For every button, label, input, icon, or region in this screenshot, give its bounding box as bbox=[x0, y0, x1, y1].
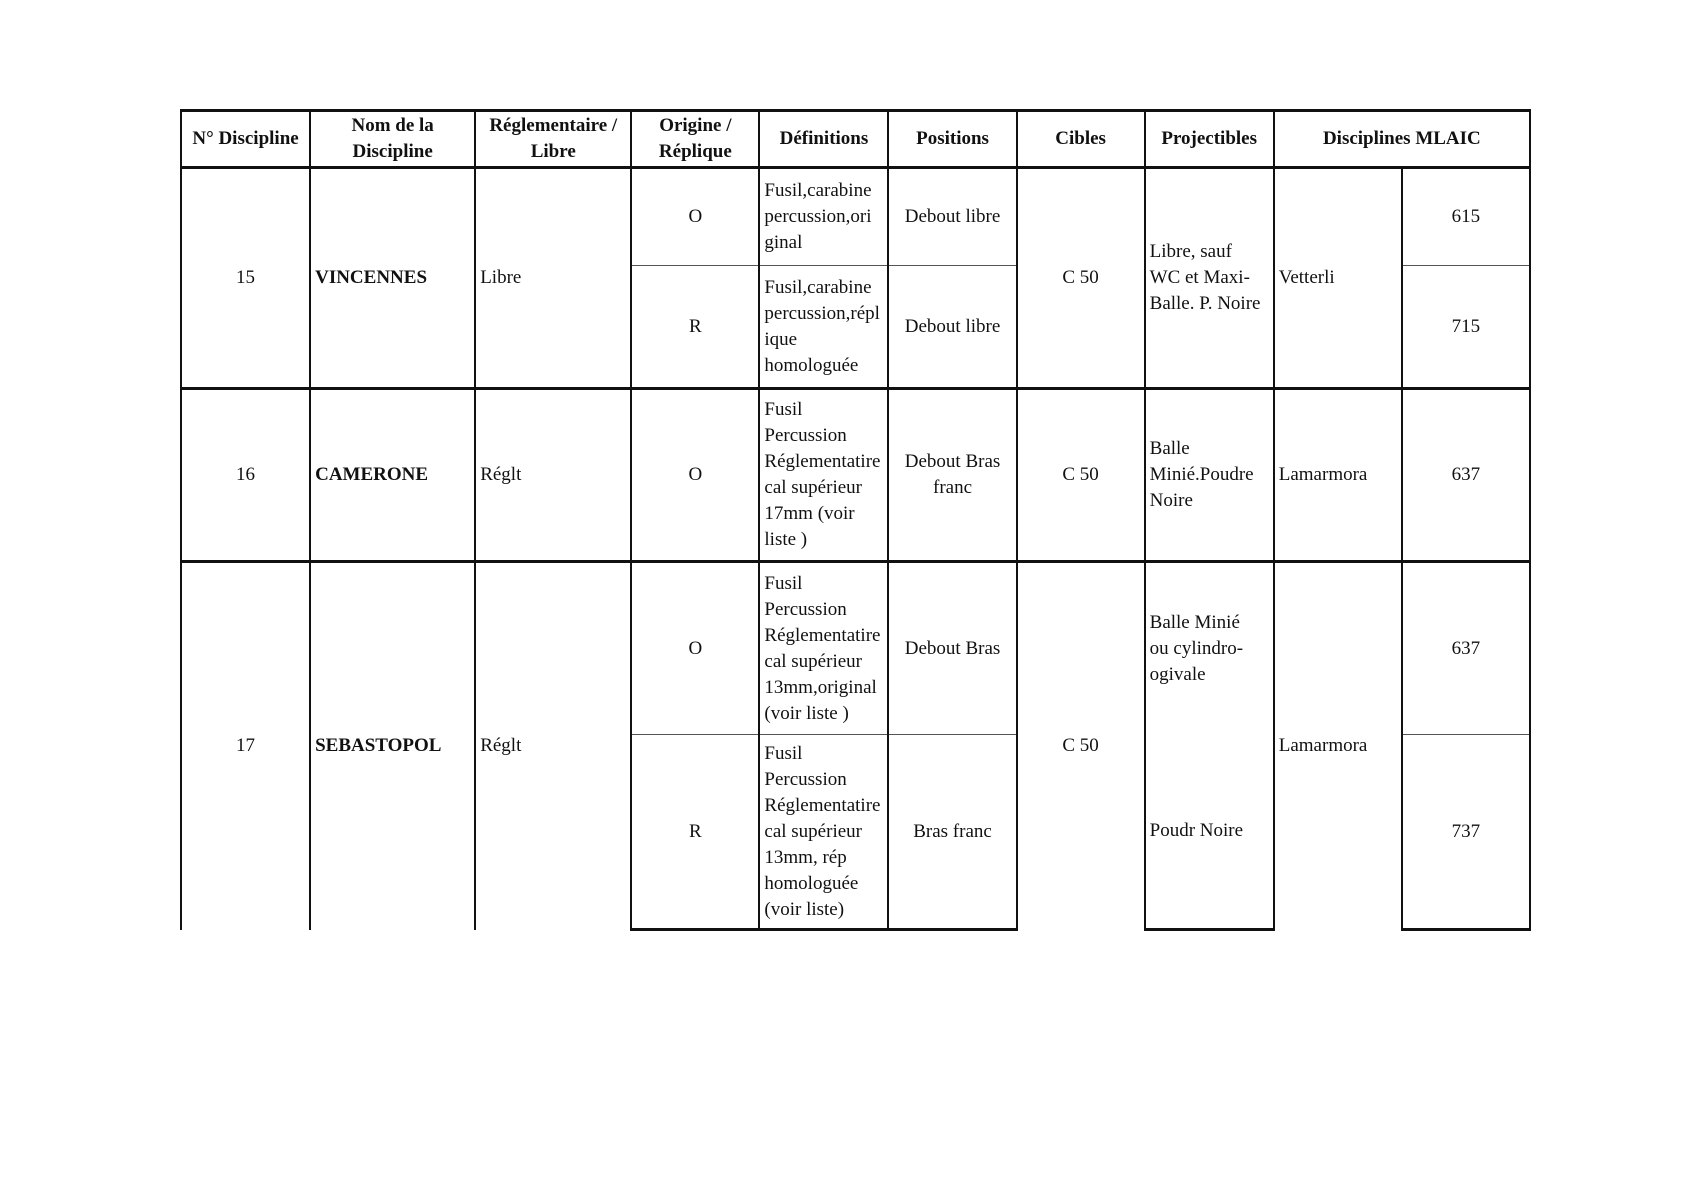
d17-r-pos: Bras franc bbox=[888, 735, 1016, 930]
header-origine: Origine / Réplique bbox=[631, 111, 759, 168]
header-positions: Positions bbox=[888, 111, 1016, 168]
d15-nom: VINCENNES bbox=[310, 168, 475, 389]
d16-num: 16 bbox=[181, 389, 310, 562]
d15-cibles: C 50 bbox=[1017, 168, 1145, 389]
d15-r-pos: Debout libre bbox=[888, 266, 1016, 389]
header-reglementaire: Réglementaire / Libre bbox=[475, 111, 631, 168]
d17-r-def: Fusil Percussion Réglementatire cal supérieur 13mm, rép homologuée (voir liste) bbox=[759, 735, 888, 930]
d15-o-pos: Debout libre bbox=[888, 168, 1016, 266]
d17-cibles: C 50 bbox=[1017, 562, 1145, 930]
d17-o-def: Fusil Percussion Réglementatire cal supérieur 13mm,original (voir liste ) bbox=[759, 562, 888, 735]
header-definitions: Définitions bbox=[759, 111, 888, 168]
d15-r-def: Fusil,carabine percussion,répl ique homologuée bbox=[759, 266, 888, 389]
d17-num: 17 bbox=[181, 562, 310, 930]
d16-orig: O bbox=[631, 389, 759, 562]
header-cibles: Cibles bbox=[1017, 111, 1145, 168]
d15-o-orig: O bbox=[631, 168, 759, 266]
d16-mlaic-name: Lamarmora bbox=[1274, 389, 1402, 562]
header-num: N° Discipline bbox=[181, 111, 310, 168]
table-row bbox=[181, 389, 1530, 562]
d15-o-def: Fusil,carabine percussion,ori ginal bbox=[759, 168, 888, 266]
d15-proj: Libre, sauf WC et Maxi- Balle. P. Noire bbox=[1145, 168, 1274, 389]
d15-mlaic-name: Vetterli bbox=[1274, 168, 1402, 389]
table-row bbox=[181, 562, 1530, 735]
d15-r-code: 715 bbox=[1402, 266, 1530, 389]
d15-num: 15 bbox=[181, 168, 310, 389]
d16-pos: Debout Bras franc bbox=[888, 389, 1016, 562]
d16-cibles: C 50 bbox=[1017, 389, 1145, 562]
header-projectibles: Projectibles bbox=[1145, 111, 1274, 168]
d17-nom: SEBASTOPOL bbox=[310, 562, 475, 930]
d16-code: 637 bbox=[1402, 389, 1530, 562]
table-row bbox=[181, 168, 1530, 266]
disciplines-table bbox=[180, 109, 1531, 931]
d17-r-code: 737 bbox=[1402, 735, 1530, 930]
d16-reg: Réglt bbox=[475, 389, 631, 562]
header-mlaic: Disciplines MLAIC bbox=[1274, 111, 1530, 168]
d15-reg: Libre bbox=[475, 168, 631, 389]
d17-r-proj: Poudr Noire bbox=[1145, 735, 1274, 930]
header-row bbox=[181, 111, 1530, 168]
d17-o-orig: O bbox=[631, 562, 759, 735]
d16-nom: CAMERONE bbox=[310, 389, 475, 562]
d17-o-proj: Balle Minié ou cylindro- ogivale bbox=[1145, 562, 1274, 735]
d15-r-orig: R bbox=[631, 266, 759, 389]
d17-r-orig: R bbox=[631, 735, 759, 930]
d16-def: Fusil Percussion Réglementatire cal supérieur 17mm (voir liste ) bbox=[759, 389, 888, 562]
d15-o-code: 615 bbox=[1402, 168, 1530, 266]
d17-o-pos: Debout Bras bbox=[888, 562, 1016, 735]
d17-o-code: 637 bbox=[1402, 562, 1530, 735]
header-nom: Nom de la Discipline bbox=[310, 111, 475, 168]
d16-proj: Balle Minié.Poudre Noire bbox=[1145, 389, 1274, 562]
d17-reg: Réglt bbox=[475, 562, 631, 930]
d17-mlaic-name: Lamarmora bbox=[1274, 562, 1402, 930]
